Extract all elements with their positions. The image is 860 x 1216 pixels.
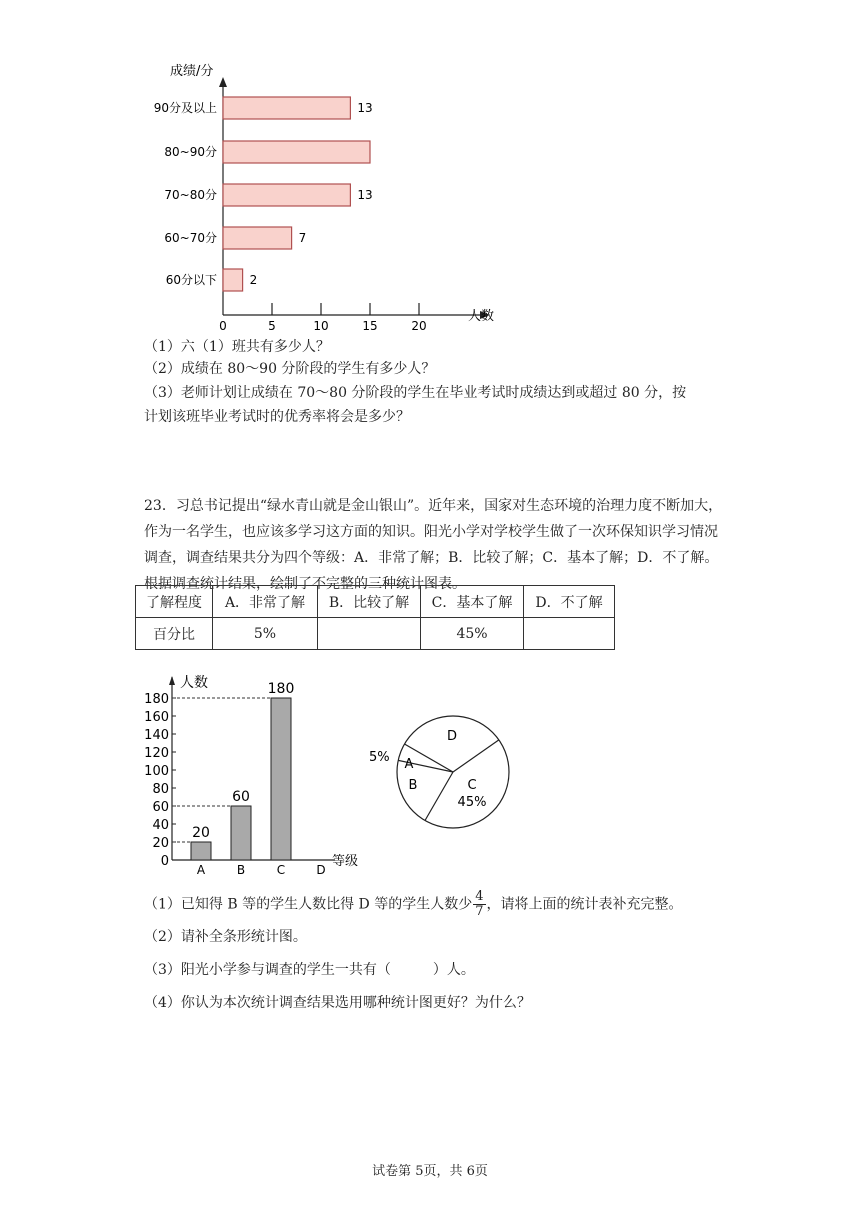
table-cell: 百分比 [136,618,213,650]
x-tick-label: 0 [219,319,227,333]
q23-part2: （2）请补全条形统计图。 [144,929,307,945]
x-tick-label: 20 [411,319,427,333]
q22-part1: （1）六（1）班共有多少人？ [144,339,330,355]
category-label: 70~80分 [164,188,217,202]
y-axis-label: 成绩/分 [170,64,214,79]
data-label: 7 [298,231,307,245]
table-header-row [136,586,615,618]
slice-label: C [467,778,477,793]
table-cell: 5% [213,618,318,650]
q23-part4: （4）你认为本次统计调查结果选用哪种统计图更好？为什么？ [144,995,531,1011]
x-axis-label: 人数 [468,309,495,324]
x-tick-label: 10 [313,319,329,333]
y-tick-label: 100 [144,764,169,779]
y-tick-label: 120 [144,746,169,761]
q22-part2: （2）成绩在 80～90 分阶段的学生有多少人？ [144,361,436,377]
category-label: C [276,863,286,877]
category-label: 60分以下 [165,273,217,287]
q23-part1 [144,890,683,919]
category-label: A [196,863,206,877]
q23-part1-text-before: （1）已知得 B 等的学生人数比得 D 等的学生人数少 [144,896,473,913]
y-axis-label: 人数 [180,675,208,691]
q22-part3-line1: （3）老师计划让成绩在 70～80 分阶段的学生在毕业考试时成绩达到或超过 80 分，按 [144,385,687,401]
q23-part1-text-after: ，请将上面的统计表补充完整。 [486,896,683,913]
table-cell: 45% [421,618,524,650]
data-label: 2 [249,273,258,287]
x-tick-label: 15 [362,319,378,333]
category-label: 90分及以上 [153,101,217,115]
y-tick-label: 60 [152,800,169,815]
bar [223,97,350,119]
slice-label: D [446,729,458,744]
table-cell [318,618,421,650]
score-distribution-chart [130,55,510,340]
fraction [473,890,485,919]
y-tick-label: 20 [152,836,169,851]
y-tick-label: 160 [144,710,169,725]
slice-value-label: 5% [369,750,390,765]
q22-part3-line2: 计划该班毕业考试时的优秀率将会是多少？ [144,409,410,425]
y-axis-arrow-icon [169,676,175,685]
y-tick-label: 80 [152,782,169,797]
level-pie-chart [360,700,520,830]
bar [223,184,350,206]
table-cell: B．比较了解 [318,586,421,618]
category-label: 60~70分 [164,231,217,245]
fraction-denominator: 7 [475,904,484,919]
bar [271,698,291,860]
q23-intro: 23．习总书记提出“绿水青山就是金山银山”。近年来，国家对生态环境的治理力度不断加大，作为一名学生，也应该多学习这方面的知识。阳光小学对学校学生做了一次环保知识学习情况调查，调查结果共分为四个等级：A．非常了解；B．比较了解；C．基本了解；D．不了解。根据调查统计结果，绘制了不完整的三种统计图表。 [144,498,723,592]
y-tick-label: 140 [144,728,169,743]
table-cell [524,618,615,650]
table-cell: C．基本了解 [421,586,524,618]
y-axis-arrow-icon [219,77,227,87]
bar [223,269,243,291]
x-axis-label: 等级 [332,854,359,869]
survey-table [135,585,615,650]
bar [223,141,370,163]
y-tick-label: 40 [152,818,169,833]
y-tick-label: 180 [144,692,169,707]
bar [191,842,211,860]
data-label: 13 [357,188,373,202]
data-label: 20 [192,825,210,841]
y-tick-label: 0 [160,854,169,869]
table-row [136,618,615,650]
fraction-numerator: 4 [475,889,484,904]
x-tick-label: 5 [268,319,276,333]
bar [223,227,292,249]
category-label: D [316,863,326,877]
q23-part3: （3）阳光小学参与调查的学生一共有（ ）人。 [144,962,475,978]
slice-value-label: 45% [457,795,487,810]
bar [231,806,251,860]
slice-label: A [404,757,414,772]
data-label: 60 [232,789,250,805]
category-label: B [236,863,246,877]
data-label: 13 [357,101,373,115]
data-label: 180 [267,681,295,697]
slice-label: B [408,778,418,793]
table-cell: D．不了解 [524,586,615,618]
table-cell: 了解程度 [136,586,213,618]
table-cell: A．非常了解 [213,586,318,618]
page-footer: 试卷第 5页，共 6页 [372,1164,488,1179]
category-label: 80~90分 [164,145,217,159]
